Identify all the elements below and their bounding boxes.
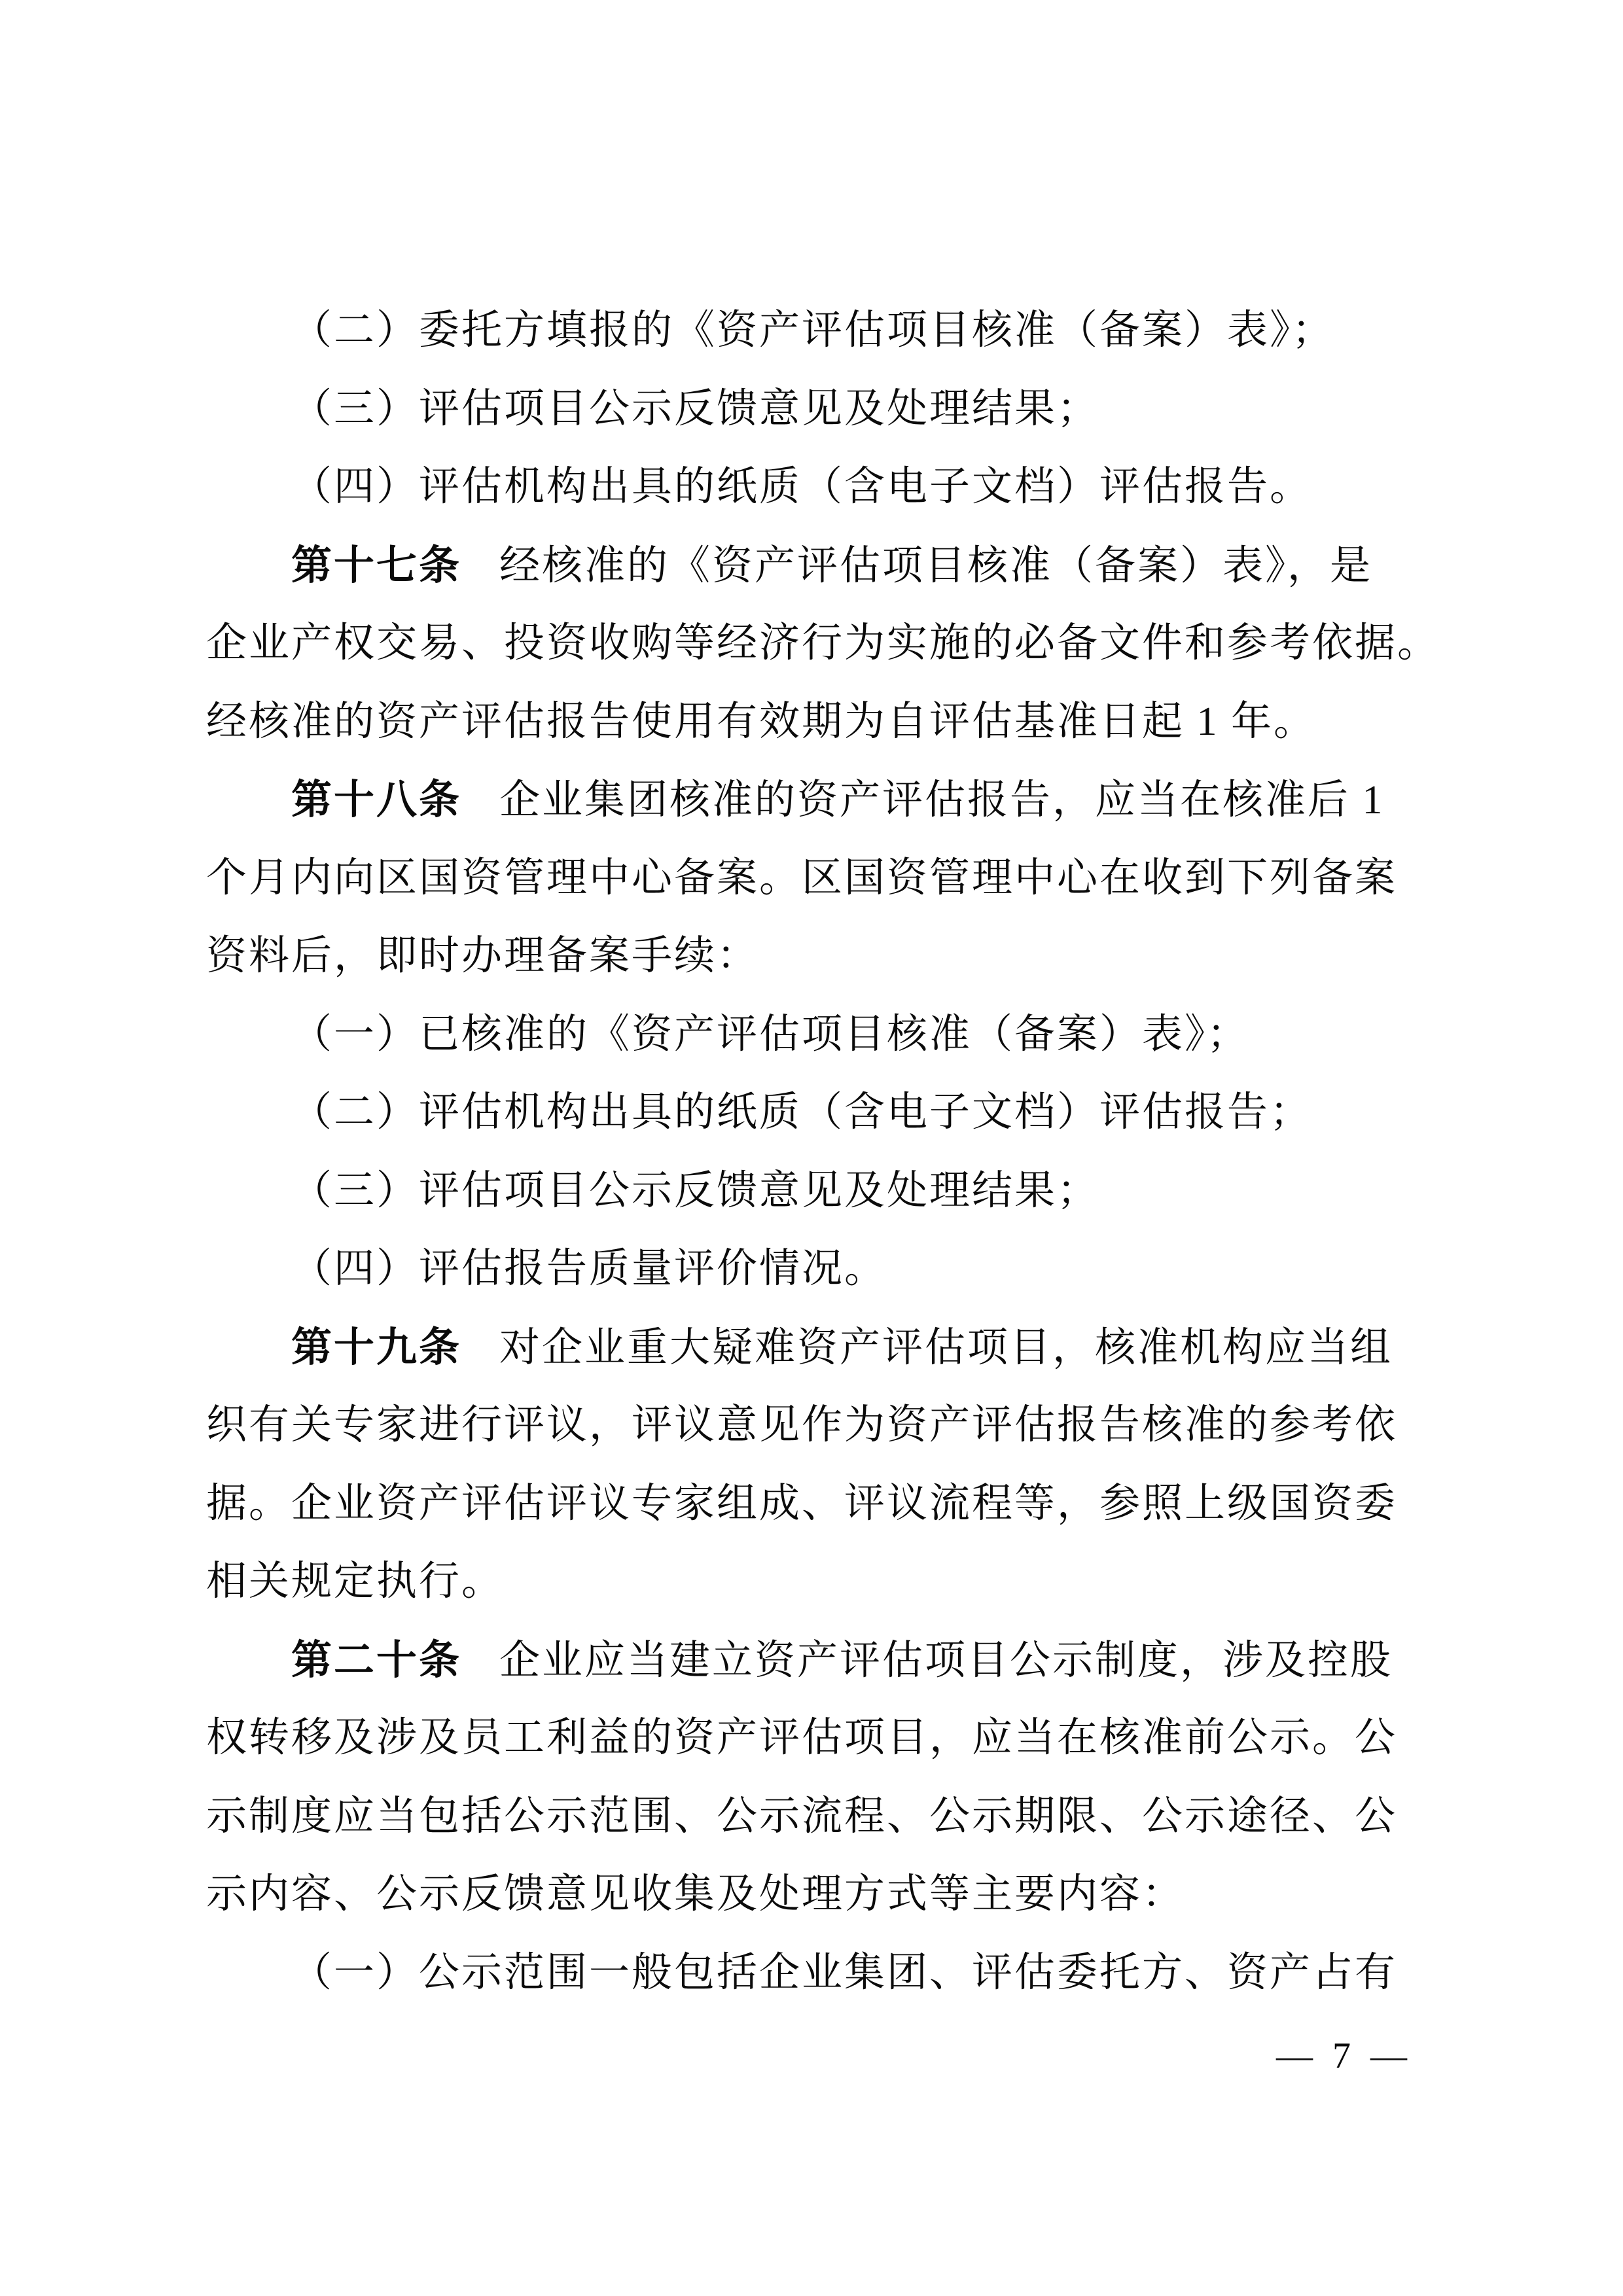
text-line: [206, 1856, 1436, 1934]
line-text: （三）评估项目公示反馈意见及处理结果；: [291, 1168, 1100, 1213]
text-line: [206, 1934, 1436, 2013]
text-line: [206, 1309, 1436, 1387]
line-text: 企业产权交易、投资收购等经济行为实施的必备文件和参考依据。: [206, 621, 1440, 665]
line-text: 经核准的《资产评估项目核准（备案）表》，是: [499, 543, 1373, 588]
text-line: [206, 1778, 1436, 1856]
line-text: 个月内向区国资管理中心备案。区国资管理中心在收到下列备案: [206, 855, 1398, 900]
text-line: [206, 1074, 1436, 1152]
text-line: [206, 1386, 1436, 1465]
line-text: （二）评估机构出具的纸质（含电子文档）评估报告；: [291, 1090, 1313, 1135]
text-line: [206, 605, 1440, 683]
article-number: 第十八条: [291, 777, 462, 822]
text-line: [206, 761, 1436, 839]
article-number: 第十七条: [291, 542, 462, 588]
document-body: [206, 292, 1440, 2012]
line-text: 企业集团核准的资产评估报告，应当在核准后 1: [499, 778, 1385, 822]
line-text: （三）评估项目公示反馈意见及处理结果；: [291, 386, 1100, 431]
article-number: 第十九条: [291, 1324, 462, 1370]
text-line: [206, 1621, 1436, 1700]
text-line: [206, 1465, 1436, 1544]
line-text: 对企业重大疑难资产评估项目，核准机构应当组: [499, 1325, 1393, 1370]
line-text: （二）委托方填报的《资产评估项目核准（备案）表》；: [291, 308, 1335, 353]
line-text: 资料后，即时办理备案手续：: [206, 934, 760, 978]
line-text: 据。企业资产评估评议专家组成、评议流程等，参照上级国资委: [206, 1481, 1398, 1526]
line-text: （一）已核准的《资产评估项目核准（备案）表》；: [291, 1012, 1250, 1057]
line-text: 经核准的资产评估报告使用有效期为自评估基准日起 1 年。: [206, 699, 1317, 744]
text-line: [206, 448, 1436, 527]
text-line: [206, 1699, 1436, 1778]
line-text: 示内容、公示反馈意见收集及处理方式等主要内容：: [206, 1872, 1185, 1916]
article-number: 第二十条: [291, 1637, 462, 1683]
text-line: [206, 292, 1436, 370]
page-number: — 7 —: [1276, 2036, 1412, 2076]
line-text: 示制度应当包括公示范围、公示流程、公示期限、公示途径、公: [206, 1793, 1398, 1839]
text-line: [206, 1152, 1436, 1231]
line-text: 织有关专家进行评议，评议意见作为资产评估报告核准的参考依: [206, 1403, 1398, 1447]
text-line: [206, 917, 1436, 996]
text-line: [206, 683, 1436, 762]
line-text: （四）评估机构出具的纸质（含电子文档）评估报告。: [291, 465, 1313, 509]
line-text: （四）评估报告质量评价情况。: [291, 1246, 887, 1291]
line-text: 企业应当建立资产评估项目公示制度，涉及控股: [499, 1638, 1393, 1683]
text-line: [206, 996, 1436, 1074]
line-text: （一）公示范围一般包括企业集团、评估委托方、资产占有: [291, 1950, 1398, 1995]
line-text: 相关规定执行。: [206, 1559, 505, 1604]
text-line: [206, 1230, 1436, 1309]
line-text: 权转移及涉及员工利益的资产评估项目，应当在核准前公示。公: [206, 1716, 1398, 1760]
text-line: [206, 527, 1436, 605]
text-line: [206, 370, 1436, 449]
text-line: [206, 839, 1436, 918]
text-line: [206, 1543, 1436, 1621]
